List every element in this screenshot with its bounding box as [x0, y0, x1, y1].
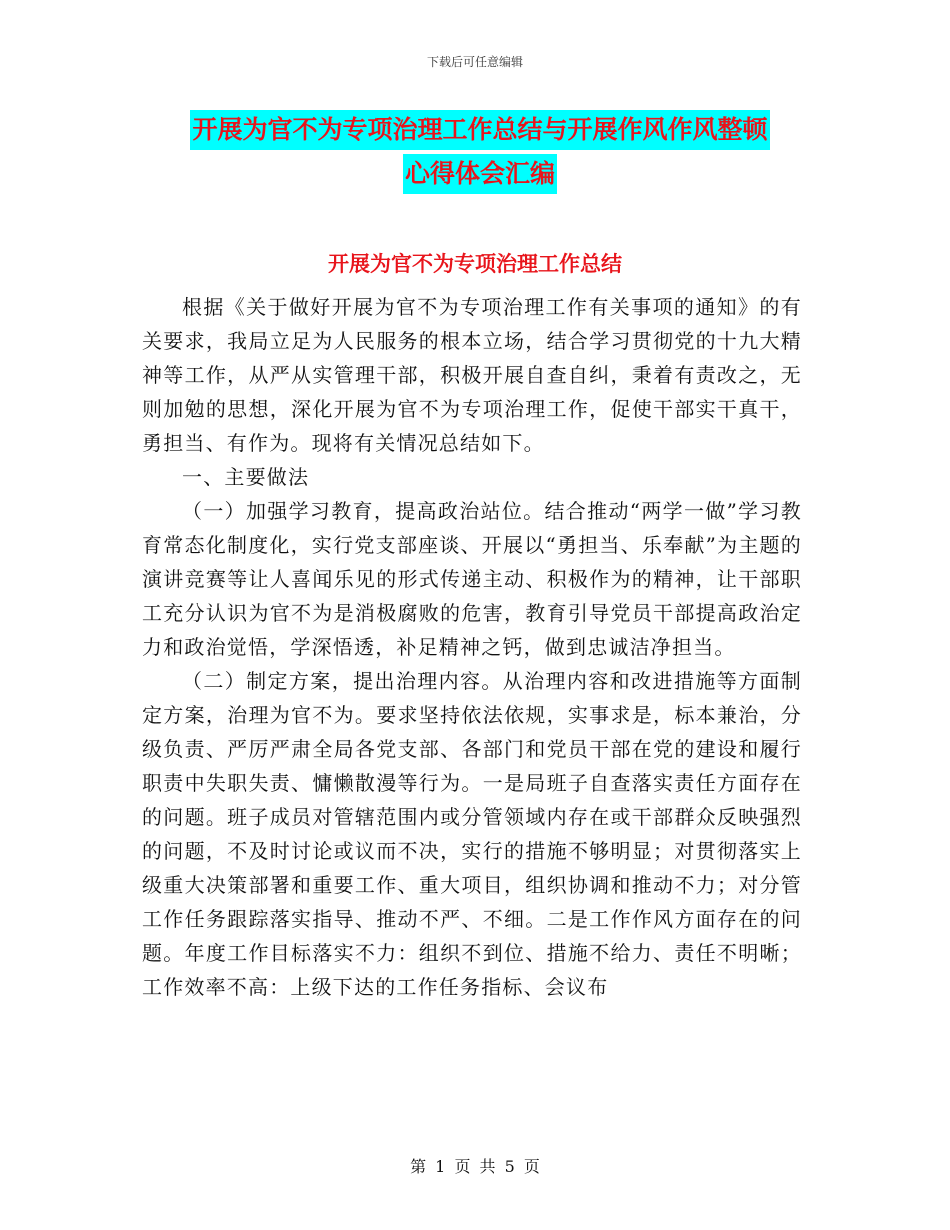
page-header: 下载后可任意编辑	[426, 55, 523, 69]
paragraph-intro: 根据《关于做好开展为官不为专项治理工作有关事项的通知》的有关要求，我局立足为人民服务的根本立场，结合学习贯彻党的十九大精神等工作，从严从实管理干部，积极开展自查自纠，秉着有责改之，无则加勉的思想，深化开展为官不为专项治理工作，促使干部实干真干，勇担当、有作为。现将有关情况总结如下。	[142, 295, 802, 455]
document-title	[150, 108, 810, 196]
paragraph-study-education: （一）加强学习教育，提高政治站位。结合推动“两学一做”学习教育常态化制度化，实行党支部座谈、开展以“勇担当、乐奉献”为主题的演讲竞赛等让人喜闻乐见的形式传递主动、积极作为的精神，让干部职工充分认识为官不为是消极腐败的危害，教育引导党员干部提高政治定力和政治觉悟，学深悟透，补足精神之钙，做到忠诚洁净担当。	[142, 499, 802, 659]
heading-main-practices: 一、主要做法	[182, 465, 310, 489]
title-line-1: 开展为官不为专项治理工作总结与开展作风作风整顿	[190, 110, 769, 150]
section-title: 开展为官不为专项治理工作总结	[328, 252, 622, 276]
page-footer: 第 1 页 共 5 页	[410, 1157, 540, 1176]
title-line-2: 心得体会汇编	[403, 154, 557, 194]
paragraph-plan: （二）制定方案，提出治理内容。从治理内容和改进措施等方面制定方案，治理为官不为。要求坚持依法依规，实事求是，标本兼治，分级负责、严厉严肃全局各党支部、各部门和党员干部在党的建设和履行职责中失职失责、慵懒散漫等行为。一是局班子自查落实责任方面存在的问题。班子成员对管辖范围内或分管领域内存在或干部群众反映强烈的问题，不及时讨论或议而不决，实行的措施不够明显；对贯彻落实上级重大决策部署和重要工作、重大项目，组织协调和推动不力；对分管工作任务跟踪落实指导、推动不严、不细。二是工作作风方面存在的问题。年度工作目标落实不力：组织不到位、措施不给力、责任不明晰；工作效率不高：上级下达的工作任务指标、会议布	[142, 669, 802, 999]
body-text	[142, 290, 802, 1004]
